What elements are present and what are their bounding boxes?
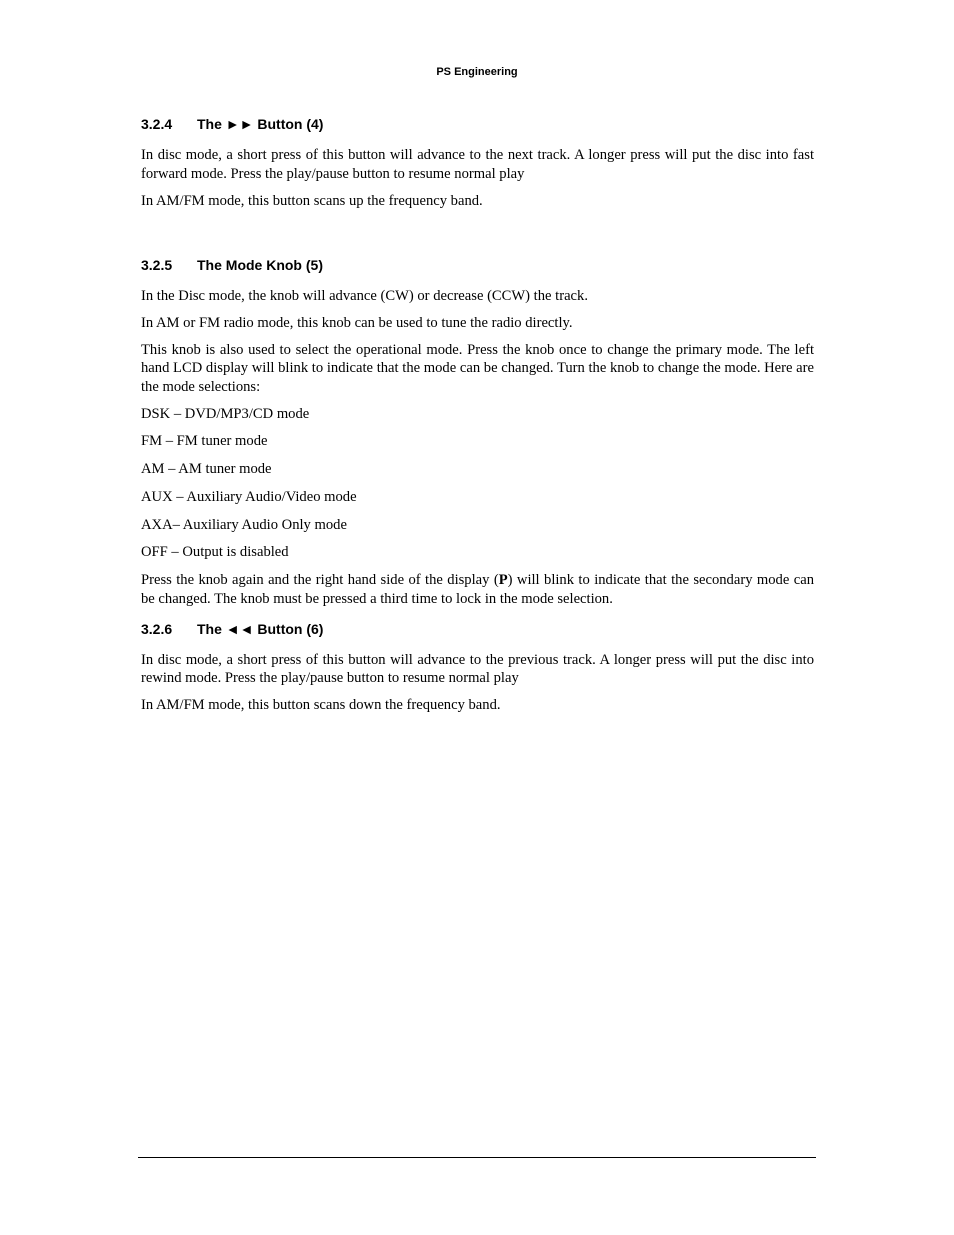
section-3-2-6 bbox=[141, 619, 814, 715]
footer-rule bbox=[138, 1157, 816, 1158]
mode-item: AXA– Auxiliary Audio Only mode bbox=[141, 516, 347, 533]
section-title: The Mode Knob (5) bbox=[197, 256, 323, 273]
paragraph: In AM/FM mode, this button scans down the frequency band. bbox=[141, 697, 501, 714]
paragraph-secondary-mode: Press the knob again and the right hand side of the display (P) will blink to indicate that the secondary mode can be changed. The knob must be pressed a third time to lock in the mode selection. bbox=[141, 572, 814, 607]
paragraph: In AM or FM radio mode, this knob can be used to tune the radio directly. bbox=[141, 314, 573, 331]
section-title: The ◄◄ Button (6) bbox=[197, 620, 324, 637]
section-heading bbox=[141, 619, 814, 639]
paragraph: In the Disc mode, the knob will advance (CW) or decrease (CCW) the track. bbox=[141, 287, 588, 304]
mode-item: FM – FM tuner mode bbox=[141, 433, 268, 450]
paragraph: This knob is also used to select the operational mode. Press the knob once to change the primary mode. The left hand LCD display will blink to indicate that the mode can be changed. Turn the knob to change the mode. Here are the mode selections: bbox=[141, 341, 814, 395]
section-heading bbox=[141, 255, 814, 275]
display-indicator-p: P bbox=[498, 572, 508, 589]
paragraph: In disc mode, a short press of this button will advance to the next track. A longer press will put the disc into fast forward mode. Press the play/pause button to resume normal play bbox=[141, 147, 814, 182]
document-body bbox=[141, 114, 814, 723]
section-3-2-5 bbox=[141, 255, 814, 609]
paragraph: In disc mode, a short press of this button will advance to the previous track. A longer press will put the disc into rewind mode. Press the play/pause button to resume normal play bbox=[141, 651, 814, 687]
paragraph: In AM/FM mode, this button scans up the frequency band. bbox=[141, 192, 483, 209]
mode-list bbox=[141, 405, 814, 562]
section-title: The ►► Button (4) bbox=[197, 116, 324, 132]
mode-item: DSK – DVD/MP3/CD mode bbox=[141, 405, 310, 422]
section-3-2-4 bbox=[141, 114, 814, 210]
section-number: 3.2.4 bbox=[141, 116, 173, 132]
section-number: 3.2.6 bbox=[141, 620, 173, 637]
section-heading bbox=[141, 114, 814, 134]
section-number: 3.2.5 bbox=[141, 256, 173, 273]
mode-item: AM – AM tuner mode bbox=[141, 461, 272, 478]
mode-item: OFF – Output is disabled bbox=[141, 544, 289, 561]
page-header: PS Engineering bbox=[436, 66, 518, 78]
mode-item: AUX – Auxiliary Audio/Video mode bbox=[141, 488, 357, 505]
